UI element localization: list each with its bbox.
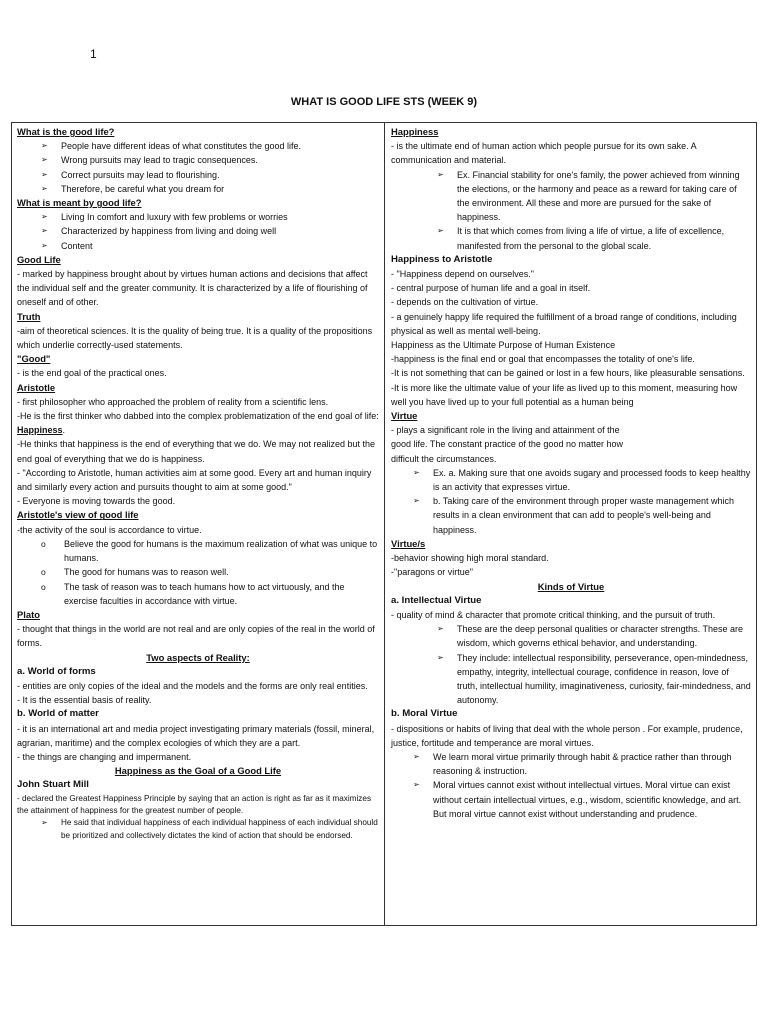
arrow-bullet-icon: ➢ [413, 496, 420, 506]
arrow-bullet-icon: ➢ [41, 155, 48, 165]
paragraph: - a genuinely happy life required the fulfillment of a broad range of conditions, including physical as well as mental well-being. [391, 311, 737, 336]
paragraph: -It is not something that can be gained or lost in a few hours, like pleasurable sensations. [391, 368, 745, 379]
list-item: ➢ Ex. a. Making sure that one avoids sugary and processed foods to keep healthy is an activity that expresses virtue. [391, 466, 751, 494]
arrow-bullet-icon: ➢ [41, 183, 48, 193]
arrow-bullet-icon: ➢ [413, 751, 420, 761]
list-item: ➢ People have different ideas of what constitutes the good life. [17, 139, 379, 153]
paragraph: - thought that things in the world are not real and are only copies of the real in the world of forms. [17, 624, 375, 649]
arrow-bullet-icon: ➢ [413, 467, 420, 477]
paragraph: - is the ultimate end of human action which people pursue for its own sake. A communication and material. [391, 141, 697, 166]
paragraph: -He is the first thinker who dabbed into the complex problematization of the end goal of life: Happiness. [17, 411, 379, 436]
list-item: ➢ Content [17, 239, 379, 253]
heading-world-of-forms: a. World of forms [17, 665, 96, 677]
paragraph: -aim of theoretical sciences. It is the quality of being true. It is a quality of the propositions which underlie correctly-used statements. [17, 325, 373, 351]
paragraph: - Everyone is moving towards the good. [17, 496, 176, 507]
heading-what-is-good-life: What is the good life? [17, 126, 115, 137]
paragraph: - plays a significant role in the living and attainment of the [391, 425, 620, 436]
list-item: ➢ Characterized by happiness from living and doing well [17, 224, 379, 238]
paragraph: -"paragons or virtue" [391, 567, 473, 578]
arrow-bullet-icon: ➢ [41, 240, 48, 250]
arrow-bullet-icon: ➢ [413, 780, 420, 790]
list-item: ➢ It is that which comes from living a life of virtue, a life of excellence, manifested from the personal to the global scale. [391, 224, 751, 252]
paragraph: - central purpose of human life and a goal in itself. [391, 283, 591, 294]
page-number: 1 [90, 47, 97, 61]
heading-meant-by-good-life: What is meant by good life? [17, 197, 142, 209]
paragraph: -happiness is the final end or goal that encompasses the totality of one's life. [391, 354, 695, 365]
paragraph: - "According to Aristotle, human activities aim at some good. Every art and human inquiry and similarly every action and pursuits thought to aim at some good." [17, 467, 372, 493]
list-item: ➢ Correct pursuits may lead to flourishing. [17, 168, 379, 182]
heading-virtues: Virtue/s [391, 537, 426, 549]
circle-bullet-icon: o [41, 538, 46, 549]
document-title: WHAT IS GOOD LIFE STS (WEEK 9) [290, 96, 478, 108]
list-item: ➢ He said that individual happiness of each individual happiness of each individual should be prioritized and collectively dictates the kind of action that should be endorsed. [17, 817, 379, 842]
heading-happiness-goal: Happiness as the Goal of a Good Life [114, 765, 282, 777]
heading-happiness: Happiness [391, 126, 439, 137]
paragraph: difficult the circumstances. [391, 453, 497, 464]
paragraph: - marked by happiness brought about by virtues human actions and decisions that affect the individual self and the greater community. It is characterized by a life of flourishing of oneself and of other. [17, 269, 368, 308]
paragraph: -the activity of the soul is accordance to virtue. [17, 524, 202, 535]
arrow-bullet-icon: ➢ [41, 818, 48, 828]
heading-good-life: Good Life [17, 253, 61, 265]
paragraph: -behavior showing high moral standard. [391, 553, 549, 564]
circle-bullet-icon: o [41, 581, 46, 592]
heading-aristotle-view: Aristotle's view of good life [17, 509, 139, 521]
list-item: ➢ Therefore, be careful what you dream for [17, 182, 379, 196]
happiness-emphasis: Happiness [17, 425, 63, 436]
heading-intellectual-virtue: a. Intellectual Virtue [391, 594, 482, 606]
list-item: ➢ Ex. Financial stability for one's family, the power achieved from winning the elections, or the harmony and peace as a reward for taking care of the environment. All these and more are pursued for the sake of happiness. [391, 168, 751, 225]
paragraph: - the things are changing and impermanent. [17, 751, 192, 762]
heading-two-aspects: Two aspects of Reality: [146, 651, 250, 663]
heading-truth: Truth [17, 310, 41, 322]
heading-plato: Plato [17, 608, 40, 620]
paragraph: - quality of mind & character that promote critical thinking, and the pursuit of truth. [391, 609, 716, 620]
arrow-bullet-icon: ➢ [41, 226, 48, 236]
paragraph: -It is more like the ultimate value of your life as lived up to this moment, measuring how well you have lived up to your full potential as a human being [391, 382, 738, 407]
paragraph: - "Happiness depend on ourselves." [391, 269, 534, 280]
heading-virtue: Virtue [391, 410, 418, 422]
paragraph: - first philosopher who approached the problem of reality from a scientific lens. [17, 396, 329, 407]
paragraph: - dispositions or habits of living that deal with the whole person . For example, prudence, justice, fortitude and temperance are moral virtues. [391, 723, 743, 748]
left-column [12, 123, 385, 925]
paragraph: -He thinks that happiness is the end of everything that we do. We may not realized but the end goal of everything that we do is happiness. [17, 439, 376, 464]
paragraph: - It is the essential basis of reality. [17, 695, 152, 706]
list-item: ➢ Moral virtues cannot exist without intellectual virtues. Moral virtue can exist without certain intellectual virtues, e.g., wisdom, scientific knowledge, and art. But moral virtue cannot exist without understanding and prudence. [391, 778, 751, 821]
list-item: o The task of reason was to teach humans how to act virtuously, and the exercise faculties in accordance with virtue. [17, 580, 379, 608]
list-item: ➢ These are the deep personal qualities or character strengths. These are wisdom, which governs ethical behavior, and understanding. [391, 622, 751, 650]
list-item: ➢ Wrong pursuits may lead to tragic consequences. [17, 153, 379, 167]
heading-aristotle: Aristotle [17, 381, 56, 393]
paragraph: - is the end goal of the practical ones. [17, 368, 167, 379]
list-item: ➢ We learn moral virtue primarily through habit & practice rather than through reasoning & instruction. [391, 750, 751, 778]
arrow-bullet-icon: ➢ [437, 652, 444, 662]
list-item: o The good for humans was to reason well. [17, 565, 379, 579]
list-item: ➢ They include: intellectual responsibility, perseverance, open-mindedness, empathy, integrity, intellectual courage, confidence in reason, love of truth, intellectual humility, imaginativeness, curiosity, fair-mindedness, and autonomy. [391, 651, 751, 708]
paragraph: - depends on the cultivation of virtue. [391, 297, 539, 308]
heading-kinds-of-virtue: Kinds of Virtue [537, 580, 605, 592]
heading-good: "Good" [17, 353, 51, 365]
heading-world-of-matter: b. World of matter [17, 708, 99, 720]
right-column [385, 123, 756, 925]
arrow-bullet-icon: ➢ [41, 169, 48, 179]
paragraph: - declared the Greatest Happiness Principle by saying that an action is right as far as it maximizes the attainment of happiness for the greatest number of people. [17, 793, 372, 815]
list-item: o Believe the good for humans is the maximum realization of what was unique to humans. [17, 537, 379, 565]
arrow-bullet-icon: ➢ [437, 226, 444, 236]
arrow-bullet-icon: ➢ [437, 624, 444, 634]
paragraph: - entities are only copies of the ideal and the models and the forms are only real entities. [17, 680, 368, 691]
paragraph: Happiness as the Ultimate Purpose of Human Existence [391, 340, 616, 351]
notes-table [11, 122, 757, 926]
heading-john-stuart-mill: John Stuart Mill [17, 779, 89, 791]
arrow-bullet-icon: ➢ [41, 141, 48, 151]
heading-moral-virtue: b. Moral Virtue [391, 708, 458, 720]
paragraph: - it is an international art and media project investigating primary materials (fossil, mineral, agrarian, maritime) and the complex ecologies of which they are a part. [17, 723, 375, 748]
list-item: ➢ Living In comfort and luxury with few problems or worries [17, 210, 379, 224]
circle-bullet-icon: o [41, 567, 46, 578]
heading-happiness-to-aristotle: Happiness to Aristotle [391, 253, 493, 265]
list-item: ➢ b. Taking care of the environment through proper waste management which results in a clean environment that can add to people's well-being and happiness. [391, 494, 751, 537]
arrow-bullet-icon: ➢ [437, 169, 444, 179]
arrow-bullet-icon: ➢ [41, 212, 48, 222]
paragraph: good life. The constant practice of the good no matter how [391, 439, 623, 450]
